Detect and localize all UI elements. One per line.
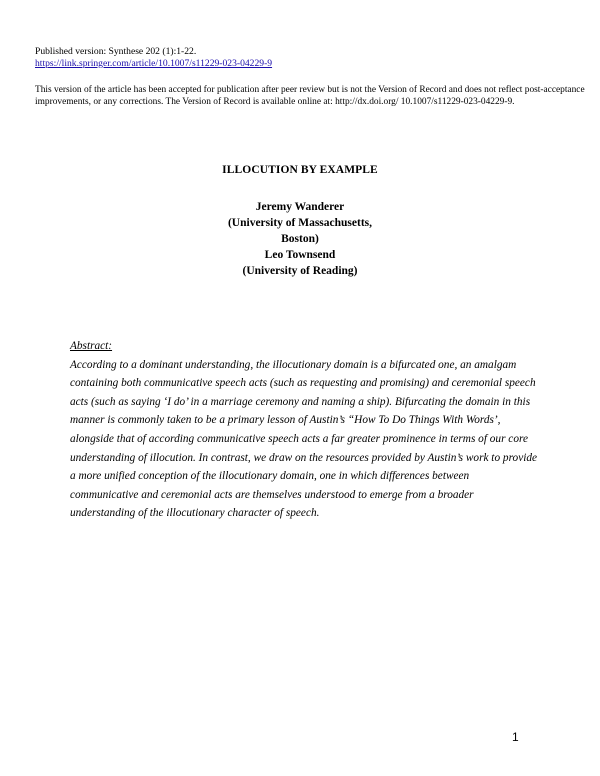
publication-header (35, 46, 575, 70)
author-block (0, 199, 600, 279)
author-name-1: Jeremy Wanderer (255, 201, 345, 213)
abstract-text: According to a dominant understanding, the illocutionary domain is a bifurcated one, an amalgam containing both communicative speech acts (such as requesting and promising) and ceremonial speech acts (such as saying ‘I do’ in a marriage ceremony and naming a ship). Bifurcating the domain in this manner is commonly taken to be a primary lesson of Austin’s “How To Do Things With Words’, alongside that of according communicative speech acts a far greater prominence in terms of our core understanding of illocution. In contrast, we draw on the resources provided by Austin’s work to provide a more unified conception of the illocutionary domain, one in which differences between communicative and ceremonial acts are themselves understood to emerge from a broader understanding of the illocutionary character of speech. (70, 358, 538, 520)
paper-title: ILLOCUTION BY EXAMPLE (222, 164, 378, 176)
page-number: 1 (512, 730, 519, 744)
article-link[interactable]: https://link.springer.com/article/10.1007/s11229-023-04229-9 (35, 58, 273, 69)
abstract-label: Abstract: (70, 340, 113, 352)
author-affiliation-2: (University of Reading) (242, 265, 358, 277)
version-notice: This version of the article has been accepted for publication after peer review but is not the Version of Record and does not reflect post-acceptance improvements, or any corrections. The Version of Record is available online at: http://dx.doi.org/ 10.1007/s11229-023-04229-9. (35, 85, 585, 107)
published-version-text: Published version: Synthese 202 (1):1-22. (35, 46, 197, 57)
author-affiliation-1-line-2: Boston) (281, 233, 319, 245)
author-affiliation-1-line-1: (University of Massachusetts, (227, 217, 373, 229)
abstract-section (70, 337, 540, 523)
author-name-2: Leo Townsend (264, 249, 336, 261)
